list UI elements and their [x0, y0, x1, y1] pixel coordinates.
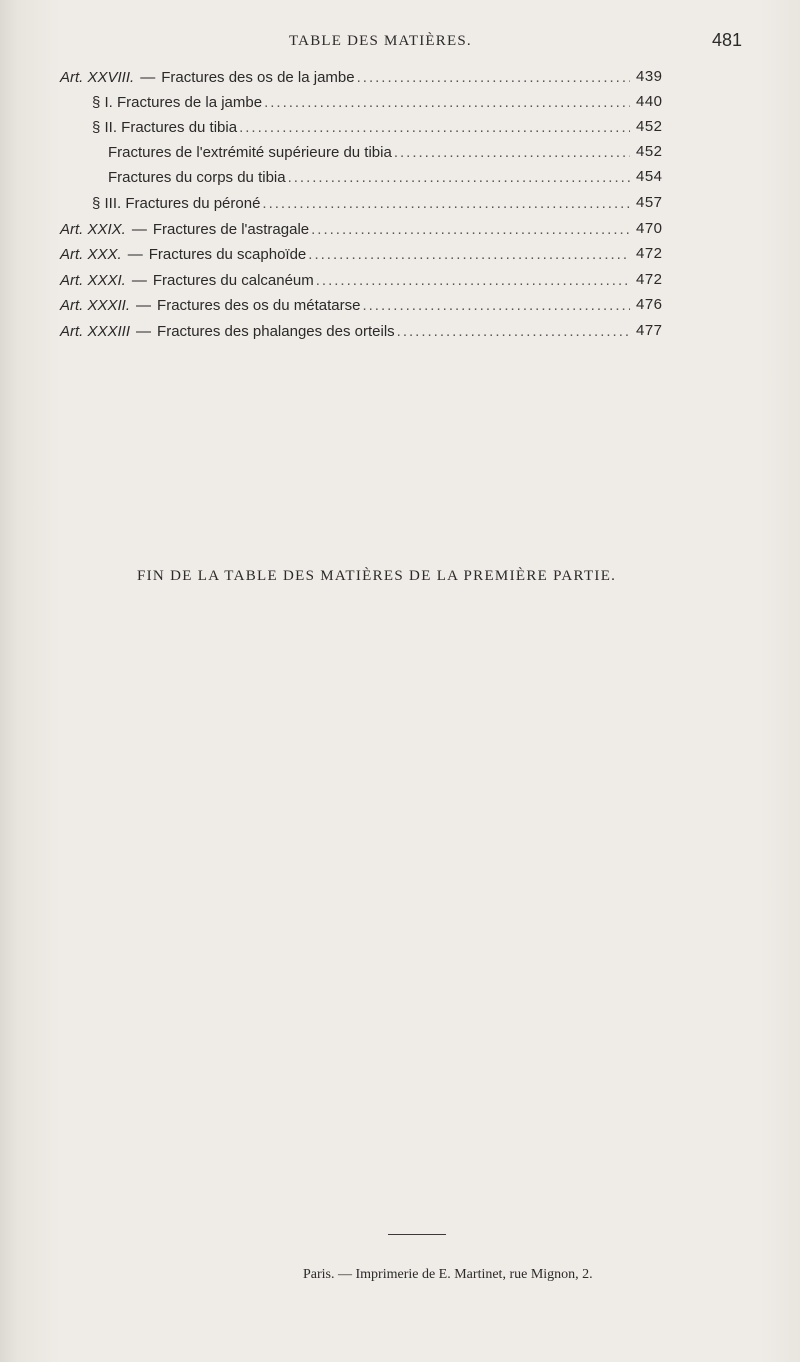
dot-leader — [239, 118, 630, 138]
dot-leader — [394, 143, 630, 163]
article-number: Art. XXXI. — [60, 272, 126, 289]
dot-leader — [362, 296, 630, 316]
separator-dash: — — [136, 297, 152, 314]
dot-leader — [264, 93, 630, 113]
entry-page: 440 — [636, 93, 663, 110]
dot-leader — [397, 322, 630, 342]
entry-title: Fractures des os du métatarse — [157, 297, 361, 314]
entry-title: Fractures du scaphoïde — [148, 246, 307, 263]
toc-entry — [60, 271, 636, 291]
article-number: Art. XXXII. — [60, 297, 131, 314]
entry-title: § II. Fractures du tibia — [92, 119, 238, 136]
toc-entry — [108, 143, 636, 163]
toc-entry — [108, 168, 636, 188]
article-number: Art. XXXIII — [60, 323, 131, 340]
separator-dash: — — [127, 246, 143, 263]
entry-page: 452 — [636, 143, 663, 160]
entry-title: Fractures des os de la jambe — [161, 69, 355, 86]
toc-entry — [92, 93, 636, 113]
toc-entry — [60, 68, 636, 88]
page-number: 481 — [712, 30, 743, 50]
entry-title: § I. Fractures de la jambe — [92, 94, 263, 111]
separator-dash: — — [140, 69, 156, 86]
article-number: Art. XXX. — [60, 246, 122, 263]
entry-title: § III. Fractures du péroné — [92, 195, 261, 212]
entry-page: 439 — [636, 68, 663, 85]
divider-rule — [388, 1234, 446, 1235]
dot-leader — [308, 245, 630, 265]
entry-title: Fractures de l'astragale — [152, 221, 310, 238]
end-of-table-note: FIN DE LA TABLE DES MATIÈRES DE LA PREMIÈRE PARTIE. — [137, 568, 617, 584]
separator-dash: — — [131, 221, 147, 238]
entry-page: 452 — [636, 118, 663, 135]
dot-leader — [357, 68, 630, 88]
dot-leader — [288, 168, 630, 188]
toc-entry — [60, 322, 636, 342]
printer-imprint: Paris. — Imprimerie de E. Martinet, rue Mignon, 2. — [303, 1267, 593, 1282]
toc-entry — [60, 245, 636, 265]
page-header — [0, 30, 800, 54]
entry-page: 477 — [636, 322, 663, 339]
entry-title: Fractures du calcanéum — [152, 272, 314, 289]
entry-page: 470 — [636, 220, 663, 237]
dot-leader — [262, 194, 630, 214]
entry-title: Fractures du corps du tibia — [108, 169, 286, 186]
toc-entry — [60, 296, 636, 316]
entry-page: 454 — [636, 168, 663, 185]
toc-entry — [92, 194, 636, 214]
toc-entry — [60, 220, 636, 240]
entry-title: Fractures de l'extrémité supérieure du tibia — [108, 144, 392, 161]
entry-page: 457 — [636, 194, 663, 211]
dot-leader — [316, 271, 630, 291]
toc-entry — [92, 118, 636, 138]
separator-dash: — — [136, 323, 152, 340]
entry-page: 472 — [636, 271, 663, 288]
separator-dash: — — [131, 272, 147, 289]
running-title: TABLE DES MATIÈRES. — [289, 33, 472, 49]
entry-page: 476 — [636, 296, 663, 313]
entry-title: Fractures des phalanges des orteils — [157, 323, 395, 340]
dot-leader — [311, 220, 630, 240]
article-number: Art. XXVIII. — [60, 69, 135, 86]
article-number: Art. XXIX. — [60, 221, 126, 238]
entry-page: 472 — [636, 245, 663, 262]
